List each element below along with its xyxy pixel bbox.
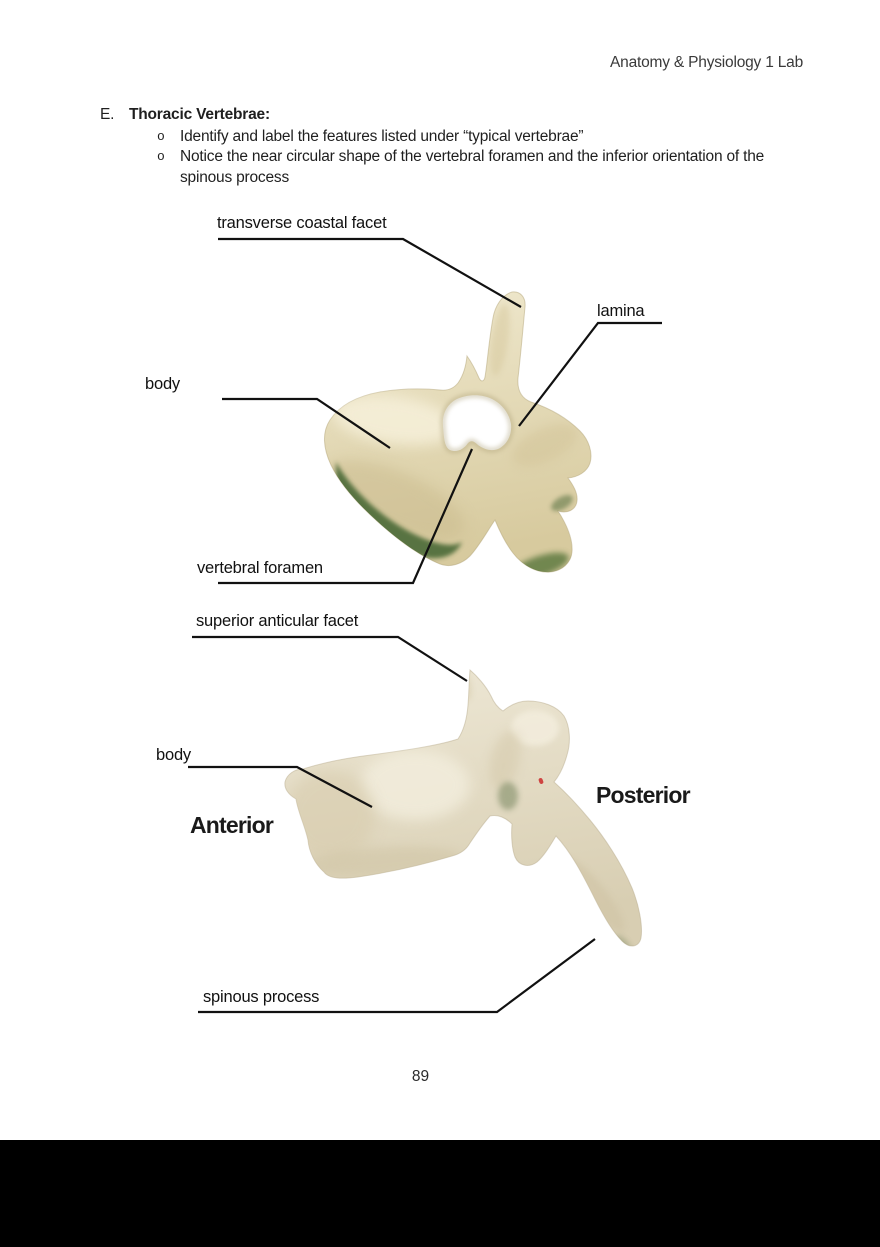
bullet-marker: o bbox=[157, 128, 165, 144]
label-lamina: lamina bbox=[597, 302, 645, 320]
label-superior-articular-facet: superior anticular facet bbox=[196, 612, 359, 630]
figure-vertebra-superior-view bbox=[0, 200, 880, 605]
label-spinous-process: spinous process bbox=[203, 988, 320, 1006]
bullet-list bbox=[157, 127, 830, 189]
list-item bbox=[157, 127, 830, 148]
section-thoracic-vertebrae bbox=[100, 105, 830, 188]
body-highlight bbox=[360, 750, 470, 820]
label-transverse-costal-facet: transverse coastal facet bbox=[217, 214, 387, 232]
section-letter: E. bbox=[100, 106, 115, 123]
list-item bbox=[157, 147, 830, 188]
section-heading bbox=[100, 105, 830, 126]
label-vertebral-foramen: vertebral foramen bbox=[197, 559, 323, 577]
label-anterior: Anterior bbox=[190, 812, 274, 838]
figure-vertebra-lateral-view bbox=[0, 600, 880, 1030]
bullet-text: Identify and label the features listed under “typical vertebrae” bbox=[180, 127, 584, 145]
leader-line-superior-articular-facet bbox=[192, 637, 467, 681]
green-shadow-junction bbox=[498, 782, 518, 810]
bullet-text: Notice the near circular shape of the vertebral foramen and the inferior orientation of the spinous process bbox=[180, 148, 765, 186]
leader-line-transverse-costal-facet bbox=[218, 239, 521, 307]
page-header: Anatomy & Physiology 1 Lab bbox=[610, 54, 803, 71]
label-body-lateral-view: body bbox=[156, 746, 191, 764]
bullet-marker: o bbox=[157, 149, 165, 165]
label-body-superior-view: body bbox=[145, 375, 180, 393]
page-number: 89 bbox=[411, 1068, 430, 1085]
section-title: Thoracic Vertebrae: bbox=[129, 106, 270, 123]
label-posterior: Posterior bbox=[596, 782, 690, 808]
footer-bar bbox=[0, 1140, 880, 1247]
